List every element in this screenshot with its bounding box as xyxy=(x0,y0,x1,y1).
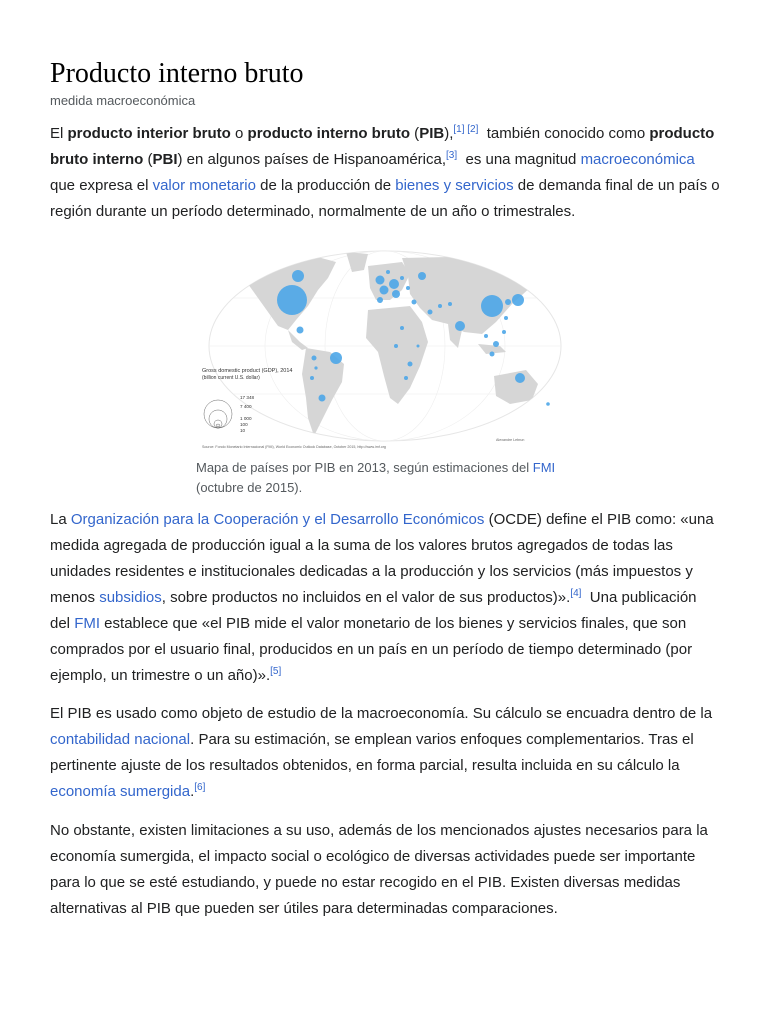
limitations-paragraph xyxy=(50,818,722,922)
bubble-china xyxy=(481,295,503,317)
caption-text: (octubre de 2015). xyxy=(196,480,303,495)
text: La xyxy=(50,511,71,528)
reference-4-link[interactable]: [4] xyxy=(570,588,582,599)
figure-caption xyxy=(196,458,574,498)
text: establece que «el PIB mide el valor monetario de los bienes y servicios finales, que son xyxy=(100,615,687,632)
text: (OCDE) define el PIB como: «una xyxy=(484,511,714,528)
caption-text: Mapa de países por PIB en 2013, según estimaciones del xyxy=(196,460,533,475)
bubble-australia xyxy=(515,373,525,383)
link-economia-sumergida[interactable]: economía sumergida xyxy=(50,783,191,800)
text: ), xyxy=(444,125,454,142)
text: de la producción de xyxy=(255,177,396,194)
bold-term: producto xyxy=(649,125,715,142)
bubble-india xyxy=(455,321,465,331)
page-title: Producto interno bruto xyxy=(50,58,304,89)
reference-3-link[interactable]: [3] xyxy=(446,150,458,161)
text: . Para su estimación, se emplean varios enfoques complementarios. Tras el xyxy=(190,731,694,748)
legend-title: Gross domestic product (GDP), 2014 xyxy=(202,368,293,374)
text: . xyxy=(190,783,195,800)
text: comprados por el usuario final, producidos en un país en un período de tiempo determinado (por xyxy=(50,641,693,658)
legend-value: 100 xyxy=(240,422,248,427)
legend-value: 1 000 xyxy=(240,416,252,421)
text: o xyxy=(230,125,248,142)
page-subtitle: medida macroeconómica xyxy=(50,93,196,108)
link-ocde[interactable]: Organización para la Cooperación y el Desarrollo Económicos xyxy=(70,511,485,528)
text: ejemplo, un trimestre o un año)». xyxy=(50,667,271,684)
reference-6-link[interactable]: [6] xyxy=(194,782,206,793)
map-credit: Alexandre Lebrun xyxy=(496,438,525,442)
text: Una publicación xyxy=(581,589,697,606)
bubble-japan xyxy=(512,294,524,306)
text: medida agregada de producción igual a la suma de los valores brutos agregados de todas las xyxy=(50,537,673,554)
bubble-brazil xyxy=(330,352,342,364)
gdp-world-map[interactable] xyxy=(196,248,574,452)
bubble-canada xyxy=(292,270,304,282)
usage-paragraph xyxy=(50,701,722,805)
link-contabilidad-nacional[interactable]: contabilidad nacional xyxy=(50,731,191,748)
text: para lo que se esté estudiando, y puede no estar recogido en el PIB. Existen diversas medidas xyxy=(50,874,681,891)
bubble-italy xyxy=(392,290,400,298)
text: ( xyxy=(410,125,420,142)
legend-subtitle: (billion current U.S. dollar) xyxy=(202,375,260,381)
legend-value: 10 xyxy=(240,428,246,433)
bubble-mexico xyxy=(297,327,304,334)
text: ( xyxy=(143,151,153,168)
bubble-uk xyxy=(376,276,385,285)
map-svg xyxy=(196,248,574,452)
text: región durante un período determinado, normalmente de un año o trimestrales. xyxy=(50,203,576,220)
link-macroeconomica[interactable]: macroeconómica xyxy=(580,151,695,168)
text: El PIB es usado como objeto de estudio de la macroeconomía. Su cálculo se encuadra dentro de la xyxy=(50,705,713,722)
bubble-usa xyxy=(277,285,307,315)
bold-term: bruto interno xyxy=(50,151,144,168)
bubble-argentina xyxy=(319,395,326,402)
text: que expresa el xyxy=(50,177,153,194)
legend-value: 7 400 xyxy=(240,404,252,409)
bubble-germany xyxy=(389,279,399,289)
bubble-france xyxy=(380,286,389,295)
reference-5-link[interactable]: [5] xyxy=(270,666,282,677)
text: alternativas al PIB que pueden ser útiles para determinadas comparaciones. xyxy=(50,900,558,917)
text: , sobre productos no incluidos en el valor de sus productos)». xyxy=(161,589,571,606)
bold-term: producto interior bruto xyxy=(67,125,231,142)
text: unidades residentes e institucionales dedicadas a la producción y los servicios (más impuestos y xyxy=(50,563,693,580)
legend-value: 17 348 xyxy=(240,395,255,400)
link-fmi[interactable]: FMI xyxy=(74,615,101,632)
reference-1-link[interactable]: [1] xyxy=(453,124,465,135)
text: de demanda final de un país o xyxy=(513,177,720,194)
text: también conocido como xyxy=(478,125,650,142)
caption-link-fmi[interactable]: FMI xyxy=(532,460,556,475)
link-bienes-y-servicios[interactable]: bienes y servicios xyxy=(395,177,514,194)
text: pertinente ajuste de los resultados obtenidos, en forma parcial, resulta incluida en su cálculo la xyxy=(50,757,680,774)
bubble-russia xyxy=(418,272,426,280)
text: El xyxy=(50,125,68,142)
text: ) en algunos países de Hispanoamérica, xyxy=(177,151,447,168)
link-valor-monetario[interactable]: valor monetario xyxy=(152,177,256,194)
bold-term: PIB xyxy=(419,125,445,142)
text: es una magnitud xyxy=(457,151,581,168)
map-source: Source: Fondo Monetario Internacional (FMI), World Economic Outlook Database, October 2015, http://www.imf.org xyxy=(202,445,386,449)
ocde-paragraph xyxy=(50,507,722,689)
reference-2-link[interactable]: [2] xyxy=(467,124,479,135)
bold-term: PBI xyxy=(152,151,178,168)
text: economía sumergida, el impacto social o ecológico de diversas actividades puede ser importante xyxy=(50,848,696,865)
text: del xyxy=(50,615,75,632)
intro-paragraph xyxy=(50,121,722,225)
text: No obstante, existen limitaciones a su uso, además de los mencionados ajustes necesarios para la xyxy=(50,822,708,839)
link-subsidios[interactable]: subsidios xyxy=(99,589,162,606)
text: menos xyxy=(50,589,100,606)
bold-term: producto interno bruto xyxy=(247,125,411,142)
